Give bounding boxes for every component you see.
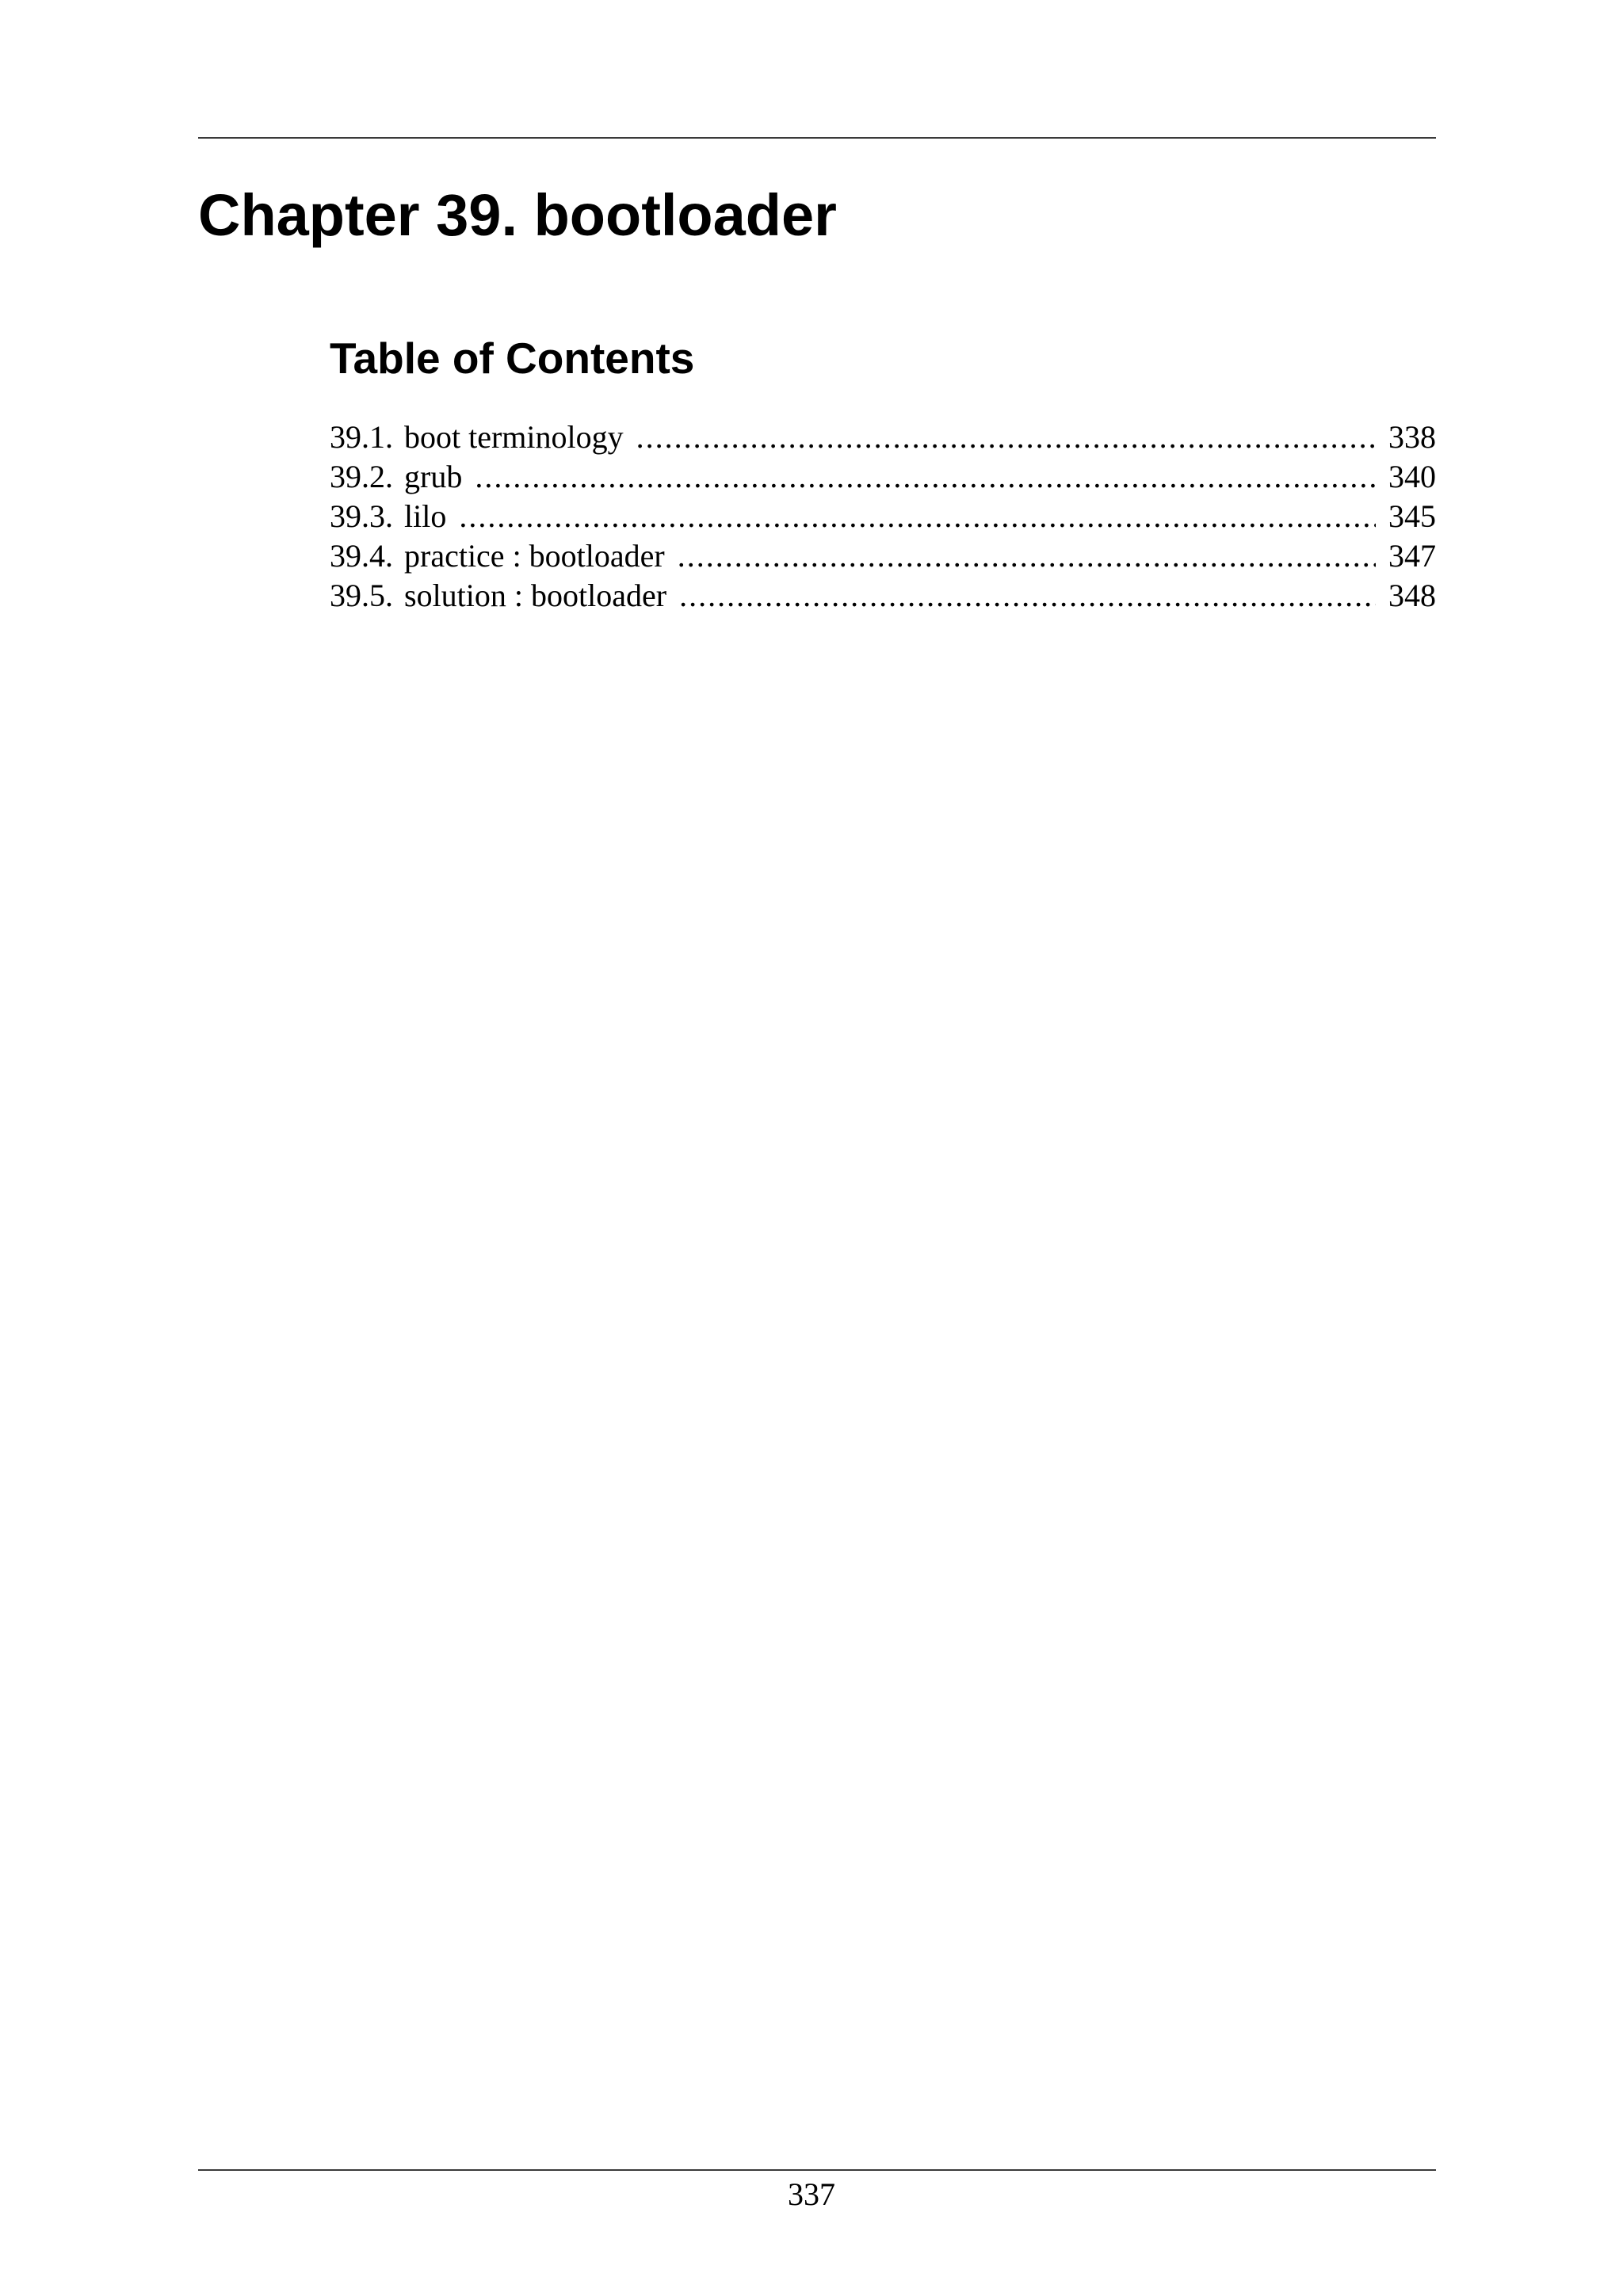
toc-entry-title[interactable]: boot terminology [404,419,624,455]
toc-entry-page[interactable]: 345 [1388,498,1436,534]
toc-dot-leader [679,576,1376,616]
toc-entry-page[interactable]: 348 [1388,578,1436,613]
chapter-title: Chapter 39. bootloader [198,182,837,248]
toc-entry-number: 39.2. [330,459,393,494]
toc-list [330,418,1436,616]
toc-entry-number: 39.4. [330,538,393,574]
toc-entry-title[interactable]: practice : bootloader [404,538,665,574]
toc-entry-title[interactable]: solution : bootloader [404,578,667,613]
toc-entry-grub[interactable] [330,457,1436,497]
toc-entry-practice-bootloader[interactable] [330,536,1436,576]
toc-entry-lilo[interactable] [330,497,1436,536]
toc-entry-page[interactable]: 347 [1388,538,1436,574]
toc-entry-boot-terminology[interactable] [330,418,1436,457]
toc-entry-title[interactable]: lilo [404,498,447,534]
toc-entry-number: 39.3. [330,498,393,534]
toc-entry-title[interactable]: grub [404,459,463,494]
toc-dot-leader [636,418,1376,457]
toc-heading: Table of Contents [330,334,695,383]
toc-entry-page[interactable]: 340 [1388,459,1436,494]
toc-entry-solution-bootloader[interactable] [330,576,1436,616]
toc-dot-leader [678,536,1376,576]
toc-dot-leader [459,497,1376,536]
toc-entry-page[interactable]: 338 [1388,419,1436,455]
toc-entry-number: 39.1. [330,419,393,455]
toc-entry-number: 39.5. [330,578,393,613]
header-rule [198,137,1436,139]
footer-rule [198,2169,1436,2171]
page-number: 337 [788,2176,835,2212]
toc-dot-leader [475,457,1376,497]
